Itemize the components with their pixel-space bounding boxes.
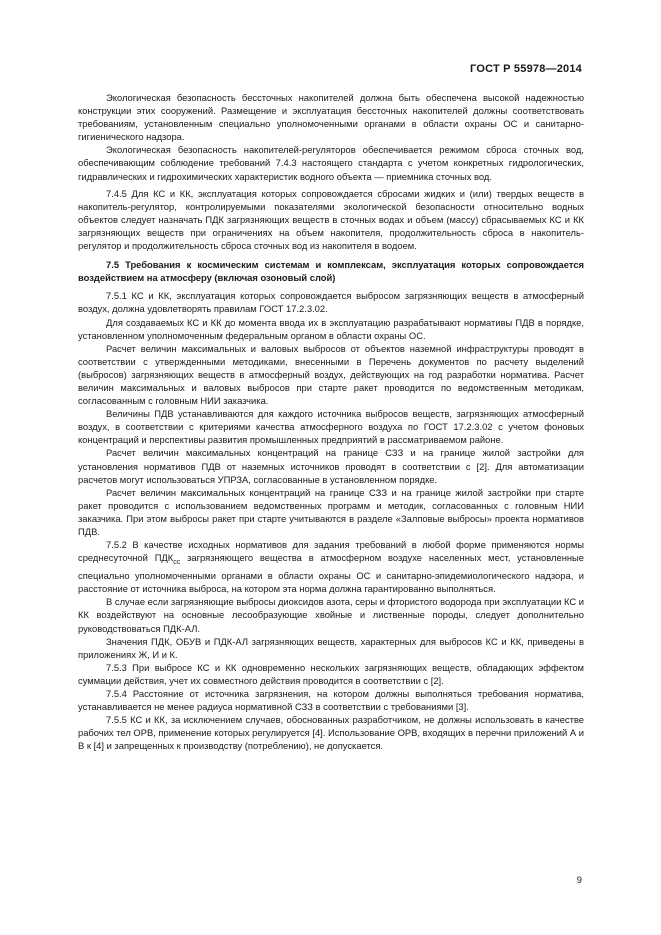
clause-7-5-2-text-after: загрязняющего вещества в атмосферном воздухе населенных мест, установленные специально уполномоченными органами в области охраны ОС и санитарно-эпидемиологического надзора, и расстояние от источника выброса, на котором эта норма должна гарантированно выполняться. <box>78 552 584 595</box>
clause-7-5-2 <box>78 538 584 595</box>
document-body <box>78 91 584 752</box>
paragraph: В случае если загрязняющие выбросы диоксидов азота, серы и фтористого водорода при эксплуатации КС и КК воздействуют на основные лесообразующие хвойные и лиственные породы, следует дополнительно руководствоваться ПДК-АЛ. <box>78 596 584 634</box>
clause-7-5-5: 7.5.5 КС и КК, за исключением случаев, обоснованных разработчиком, не должны использовать в качестве рабочих тел ОРВ, применение которых регулируется [4]. Использование ОРВ, входящих в перечни приложений А и В к [4] и запрещенных к производству (потреблению), не допускается. <box>78 714 584 752</box>
paragraph: Экологическая безопасность бессточных накопителей должна быть обеспечена высокой надежностью конструкции этих сооружений. Размещение и эксплуатация бессточных накопителей должны соответствовать требованиям, установленным специально уполномоченными органами в области охраны ОС и санитарно-гигиенического надзора. <box>78 92 584 143</box>
clause-7-5-4: 7.5.4 Расстояние от источника загрязнения, на котором должны выполняться требования норматива, устанавливается не менее радиуса нормативной СЗЗ в соответствии с требованиями [3]. <box>78 688 584 713</box>
paragraph: Для создаваемых КС и КК до момента ввода их в эксплуатацию разрабатывают нормативы ПДВ в порядке, установленном уполномоченным федеральным органом в области охраны ОС. <box>78 316 584 341</box>
paragraph: Значения ПДК, ОБУВ и ПДК-АЛ загрязняющих веществ, характерных для выбросов КС и КК, приведены в приложениях Ж, И и К. <box>78 635 584 660</box>
clause-7-5-2-text-before: 7.5.2 В качестве исходных нормативов для задания требований в любой форме применяются нормы среднесуточной ПДК <box>78 539 584 564</box>
clause-7-5-1: 7.5.1 КС и КК, эксплуатация которых сопровождается выбросом загрязняющих веществ в атмосферный воздух, должна удовлетворять правилам ГОСТ 17.2.3.02. <box>78 290 584 315</box>
clause-7-4-5: 7.4.5 Для КС и КК, эксплуатация которых сопровождается сбросами жидких и (или) твердых веществ в накопитель-регулятор, контролируемыми показателями экологической безопасности относительно водных объектов следует назначать ПДК загрязняющих веществ в сточных водах и объем (массу) сбрасываемых КС и КК загрязняющих веществ при ограничениях на объем накопителя, продолжительность сброса в накопитель-регулятор и продолжительность сброса сточных вод из накопителя в водоем. <box>78 187 584 252</box>
paragraph: Расчет величин максимальных и валовых выбросов от объектов наземной инфраструктуры проводят в соответствии с утвержденными методиками, внесенными в Перечень документов по расчету выделений (выбросов) загрязняющих веществ в атмосферный воздух, действующих на год разработки норматива. Расчет величин максимальных и валовых выбросов при старте ракет проводится по ведомственным методикам, согласованным с головным НИИ заказчика. <box>78 342 584 407</box>
standard-designation: ГОСТ Р 55978—2014 <box>470 63 582 75</box>
paragraph: Расчет величин максимальных концентраций на границе СЗЗ и на границе жилой застройки при старте ракет проводится с использованием ведомственных программ и методик, согласованных с головным НИИ заказчика. При этом выбросы ракет при старте учитываются в разделе «Залповые выбросы» проекта нормативов ПДВ. <box>78 486 584 537</box>
section-heading-7-5: 7.5 Требования к космическим системам и комплексам, эксплуатация которых сопровождается воздействием на атмосферу (включая озоновый слой) <box>78 259 584 284</box>
paragraph: Величины ПДВ устанавливаются для каждого источника выбросов веществ, загрязняющих атмосферный воздух, в соответствии с критериями качества атмосферного воздуха по ГОСТ 17.2.3.02 с учетом фоновых концентраций и перспективы развития промышленных предприятий в рассматриваемом районе. <box>78 408 584 446</box>
pdk-subscript: сс <box>173 559 181 567</box>
paragraph: Экологическая безопасность накопителей-регуляторов обеспечивается режимом сброса сточных вод, обеспечивающим соблюдение требований 7.4.3 настоящего стандарта с учетом конкретных гидрологических, гидравлических и гидрохимических характеристик водного объекта — приемника сточных вод. <box>78 144 584 182</box>
page-number: 9 <box>576 874 582 885</box>
clause-7-5-3: 7.5.3 При выбросе КС и КК одновременно нескольких загрязняющих веществ, обладающих эффектом суммации действия, учет их совместного действия проводится в соответствии с [2]. <box>78 661 584 686</box>
paragraph: Расчет величин максимальных концентраций на границе СЗЗ и на границе жилой застройки для установления нормативов ПДВ от наземных источников проводят в соответствии с [2]. Для автоматизации расчетов могут использоваться УПРЗА, согласованные в установленном порядке. <box>78 447 584 485</box>
